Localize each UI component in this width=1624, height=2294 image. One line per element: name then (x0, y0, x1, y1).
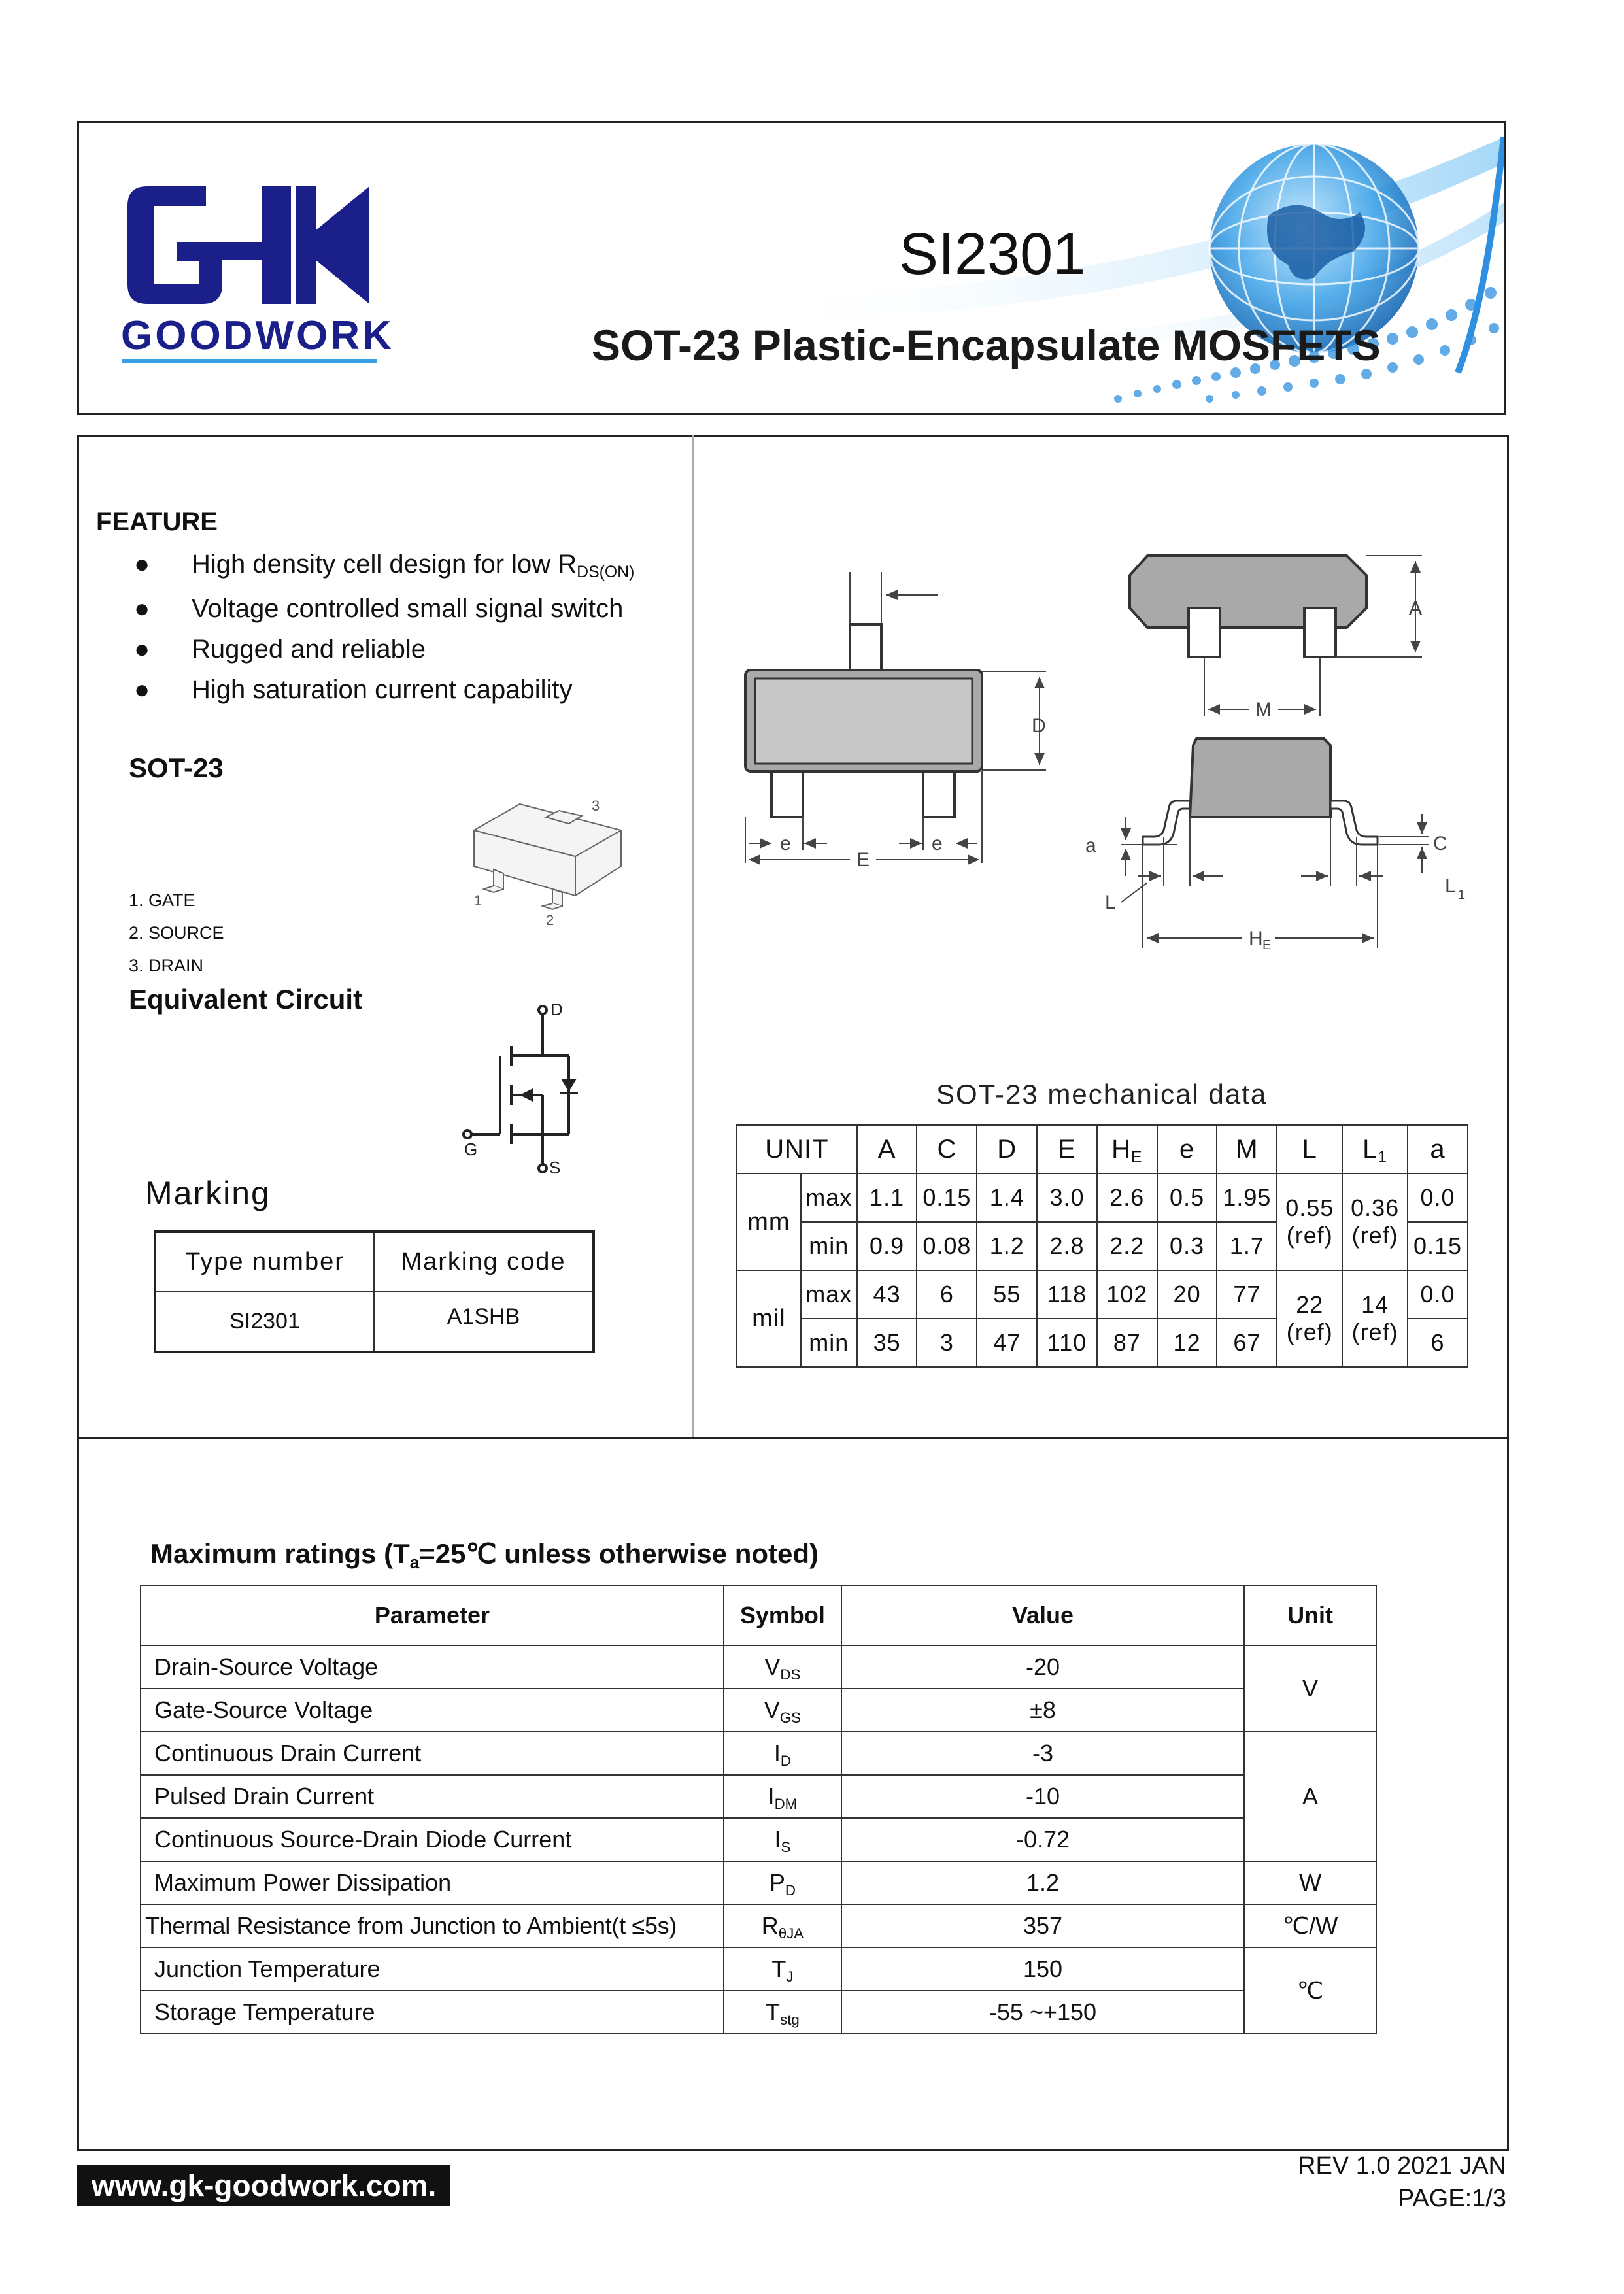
part-number: SI2301 (899, 222, 1086, 287)
cell: 0.9 (857, 1222, 917, 1270)
svg-text:2: 2 (546, 912, 554, 928)
svg-text:M: M (1255, 699, 1272, 720)
svg-text:L: L (1445, 875, 1456, 897)
symbol-cell: PD (724, 1861, 841, 1904)
mosfet-symbol (458, 997, 588, 1180)
page-subtitle: SOT-23 Plastic-Encapsulate MOSFETS (592, 321, 1381, 369)
revision-text: REV 1.0 2021 JAN (1298, 2152, 1506, 2180)
param-cell: Continuous Drain Current (141, 1732, 724, 1775)
cell: 3 (917, 1319, 977, 1367)
ratings-title: Maximum ratings (Ta=25℃ unless otherwise noted) (150, 1538, 819, 1572)
symbol-cell: ID (724, 1732, 841, 1775)
cell: 47 (977, 1319, 1037, 1367)
param-cell: Gate-Source Voltage (141, 1689, 724, 1732)
param-cell: Pulsed Drain Current (141, 1775, 724, 1818)
row-label: max (801, 1270, 857, 1319)
pin-list (129, 884, 224, 982)
svg-text:3: 3 (592, 798, 600, 814)
svg-text:E: E (856, 849, 870, 871)
cell: 1.1 (857, 1173, 917, 1222)
cell: 1.2 (977, 1222, 1037, 1270)
symbol-cell: TJ (724, 1948, 841, 1991)
param-cell: Storage Temperature (141, 1991, 724, 2034)
svg-text:L: L (1105, 892, 1116, 913)
cell: 12 (1157, 1319, 1217, 1367)
cell: 67 (1217, 1319, 1277, 1367)
cell: 6 (917, 1270, 977, 1319)
marking-header-type: Type number (155, 1232, 374, 1292)
marking-code-value: A1SHB (374, 1292, 594, 1352)
header-parameter: Parameter (141, 1585, 724, 1645)
unit-cell: A (1244, 1732, 1376, 1861)
gk-logo (121, 180, 376, 314)
package-title: SOT-23 (129, 752, 224, 783)
svg-text:1: 1 (1458, 888, 1466, 902)
marking-table (154, 1230, 595, 1353)
marking-header-code: Marking code (374, 1232, 594, 1292)
col-header: D (977, 1125, 1037, 1173)
logo-text: GOODWORK (121, 313, 394, 358)
symbol-cell: VGS (724, 1689, 841, 1732)
param-cell: Continuous Source-Drain Diode Current (141, 1818, 724, 1861)
col-header: C (917, 1125, 977, 1173)
cell: 0.0 (1408, 1270, 1468, 1319)
header-unit: Unit (1244, 1585, 1376, 1645)
value-cell: 150 (841, 1948, 1244, 1991)
cell: 110 (1037, 1319, 1097, 1367)
pin-source: 2. SOURCE (129, 923, 224, 943)
header-symbol: Symbol (724, 1585, 841, 1645)
value-cell: 1.2 (841, 1861, 1244, 1904)
value-cell: -20 (841, 1645, 1244, 1689)
cell: 0.0 (1408, 1173, 1468, 1222)
cell: 102 (1097, 1270, 1157, 1319)
ratings-table (140, 1585, 1377, 2034)
equivalent-circuit-title: Equivalent Circuit (129, 984, 363, 1015)
mechanical-title: SOT-23 mechanical data (936, 1079, 1268, 1109)
cell: 87 (1097, 1319, 1157, 1367)
value-cell: -3 (841, 1732, 1244, 1775)
symbol-cell: IS (724, 1818, 841, 1861)
page-number: PAGE:1/3 (1397, 2185, 1506, 2212)
row-label: max (801, 1173, 857, 1222)
cell: 35 (857, 1319, 917, 1367)
row-label: min (801, 1319, 857, 1367)
col-header: HE (1097, 1125, 1157, 1173)
cell: 2.8 (1037, 1222, 1097, 1270)
cell-L-mil: 22 (ref) (1277, 1270, 1342, 1367)
cell: 6 (1408, 1319, 1468, 1367)
unit-mil: mil (737, 1270, 801, 1367)
header-value: Value (841, 1585, 1244, 1645)
logo-underline (122, 359, 377, 363)
value-cell: ±8 (841, 1689, 1244, 1732)
feature-list (134, 544, 634, 710)
cell: 1.4 (977, 1173, 1037, 1222)
col-header: M (1217, 1125, 1277, 1173)
feature-item: ● High saturation current capability (134, 675, 573, 704)
globe-graphic (752, 124, 1504, 415)
unit-cell: ℃/W (1244, 1904, 1376, 1948)
vertical-divider (692, 435, 694, 1438)
cell: 1.95 (1217, 1173, 1277, 1222)
value-cell: -0.72 (841, 1818, 1244, 1861)
package-sketch (467, 791, 644, 928)
param-cell: Maximum Power Dissipation (141, 1861, 724, 1904)
cell: 1.7 (1217, 1222, 1277, 1270)
cell: 0.15 (1408, 1222, 1468, 1270)
cell: 0.5 (1157, 1173, 1217, 1222)
symbol-cell: VDS (724, 1645, 841, 1689)
feature-title: FEATURE (96, 507, 218, 536)
svg-text:1: 1 (474, 892, 482, 909)
svg-text:e: e (780, 833, 791, 854)
horizontal-divider (77, 1437, 1509, 1439)
cell: 43 (857, 1270, 917, 1319)
cell: 55 (977, 1270, 1037, 1319)
cell: 118 (1037, 1270, 1097, 1319)
marking-title: Marking (145, 1175, 271, 1211)
value-cell: 357 (841, 1904, 1244, 1948)
param-cell: Thermal Resistance from Junction to Ambient(t ≤5s) (141, 1904, 724, 1948)
svg-text:C: C (1433, 833, 1447, 854)
unit-cell: ℃ (1244, 1948, 1376, 2034)
cell: 0.3 (1157, 1222, 1217, 1270)
feature-item: ● High density cell design for low RDS(ON) (134, 550, 635, 582)
param-cell: Junction Temperature (141, 1948, 724, 1991)
svg-text:H: H (1249, 928, 1263, 949)
col-header: A (857, 1125, 917, 1173)
cell: 77 (1217, 1270, 1277, 1319)
svg-text:a: a (1085, 835, 1096, 856)
value-cell: -10 (841, 1775, 1244, 1818)
col-header: L (1277, 1125, 1342, 1173)
website-link[interactable]: www.gk-goodwork.com. (77, 2165, 450, 2206)
svg-text:E: E (1262, 938, 1272, 953)
cell: 0.15 (917, 1173, 977, 1222)
col-header: e (1157, 1125, 1217, 1173)
cell: 2.6 (1097, 1173, 1157, 1222)
unit-mm: mm (737, 1173, 801, 1270)
feature-item: ● Rugged and reliable (134, 635, 426, 664)
symbol-cell: RθJA (724, 1904, 841, 1948)
pin-drain: 3. DRAIN (129, 956, 204, 975)
svg-text:D: D (550, 1000, 563, 1019)
feature-item: ● Voltage controlled small signal switch (134, 594, 624, 623)
symbol-cell: Tstg (724, 1991, 841, 2034)
package-outline-drawing (719, 543, 1491, 961)
pin-gate: 1. GATE (129, 890, 195, 910)
cell: 20 (1157, 1270, 1217, 1319)
col-header: E (1037, 1125, 1097, 1173)
unit-cell: W (1244, 1861, 1376, 1904)
svg-text:G: G (464, 1139, 478, 1159)
col-header: a (1408, 1125, 1468, 1173)
value-cell: -55 ~+150 (841, 1991, 1244, 2034)
cell: 2.2 (1097, 1222, 1157, 1270)
svg-text:e: e (932, 833, 943, 854)
cell-L1-mm: 0.36 (ref) (1342, 1173, 1408, 1270)
mechanical-table (736, 1124, 1468, 1368)
col-header: L1 (1342, 1125, 1408, 1173)
row-label: min (801, 1222, 857, 1270)
symbol-cell: IDM (724, 1775, 841, 1818)
cell-L1-mil: 14 (ref) (1342, 1270, 1408, 1367)
cell-L-mm: 0.55 (ref) (1277, 1173, 1342, 1270)
cell: 3.0 (1037, 1173, 1097, 1222)
svg-text:A: A (1409, 598, 1423, 619)
marking-type-value: SI2301 (155, 1292, 374, 1352)
cell: 0.08 (917, 1222, 977, 1270)
param-cell: Drain-Source Voltage (141, 1645, 724, 1689)
unit-header: UNIT (737, 1125, 857, 1173)
svg-text:S: S (549, 1158, 561, 1177)
unit-cell: V (1244, 1645, 1376, 1732)
svg-text:D: D (1032, 715, 1046, 737)
